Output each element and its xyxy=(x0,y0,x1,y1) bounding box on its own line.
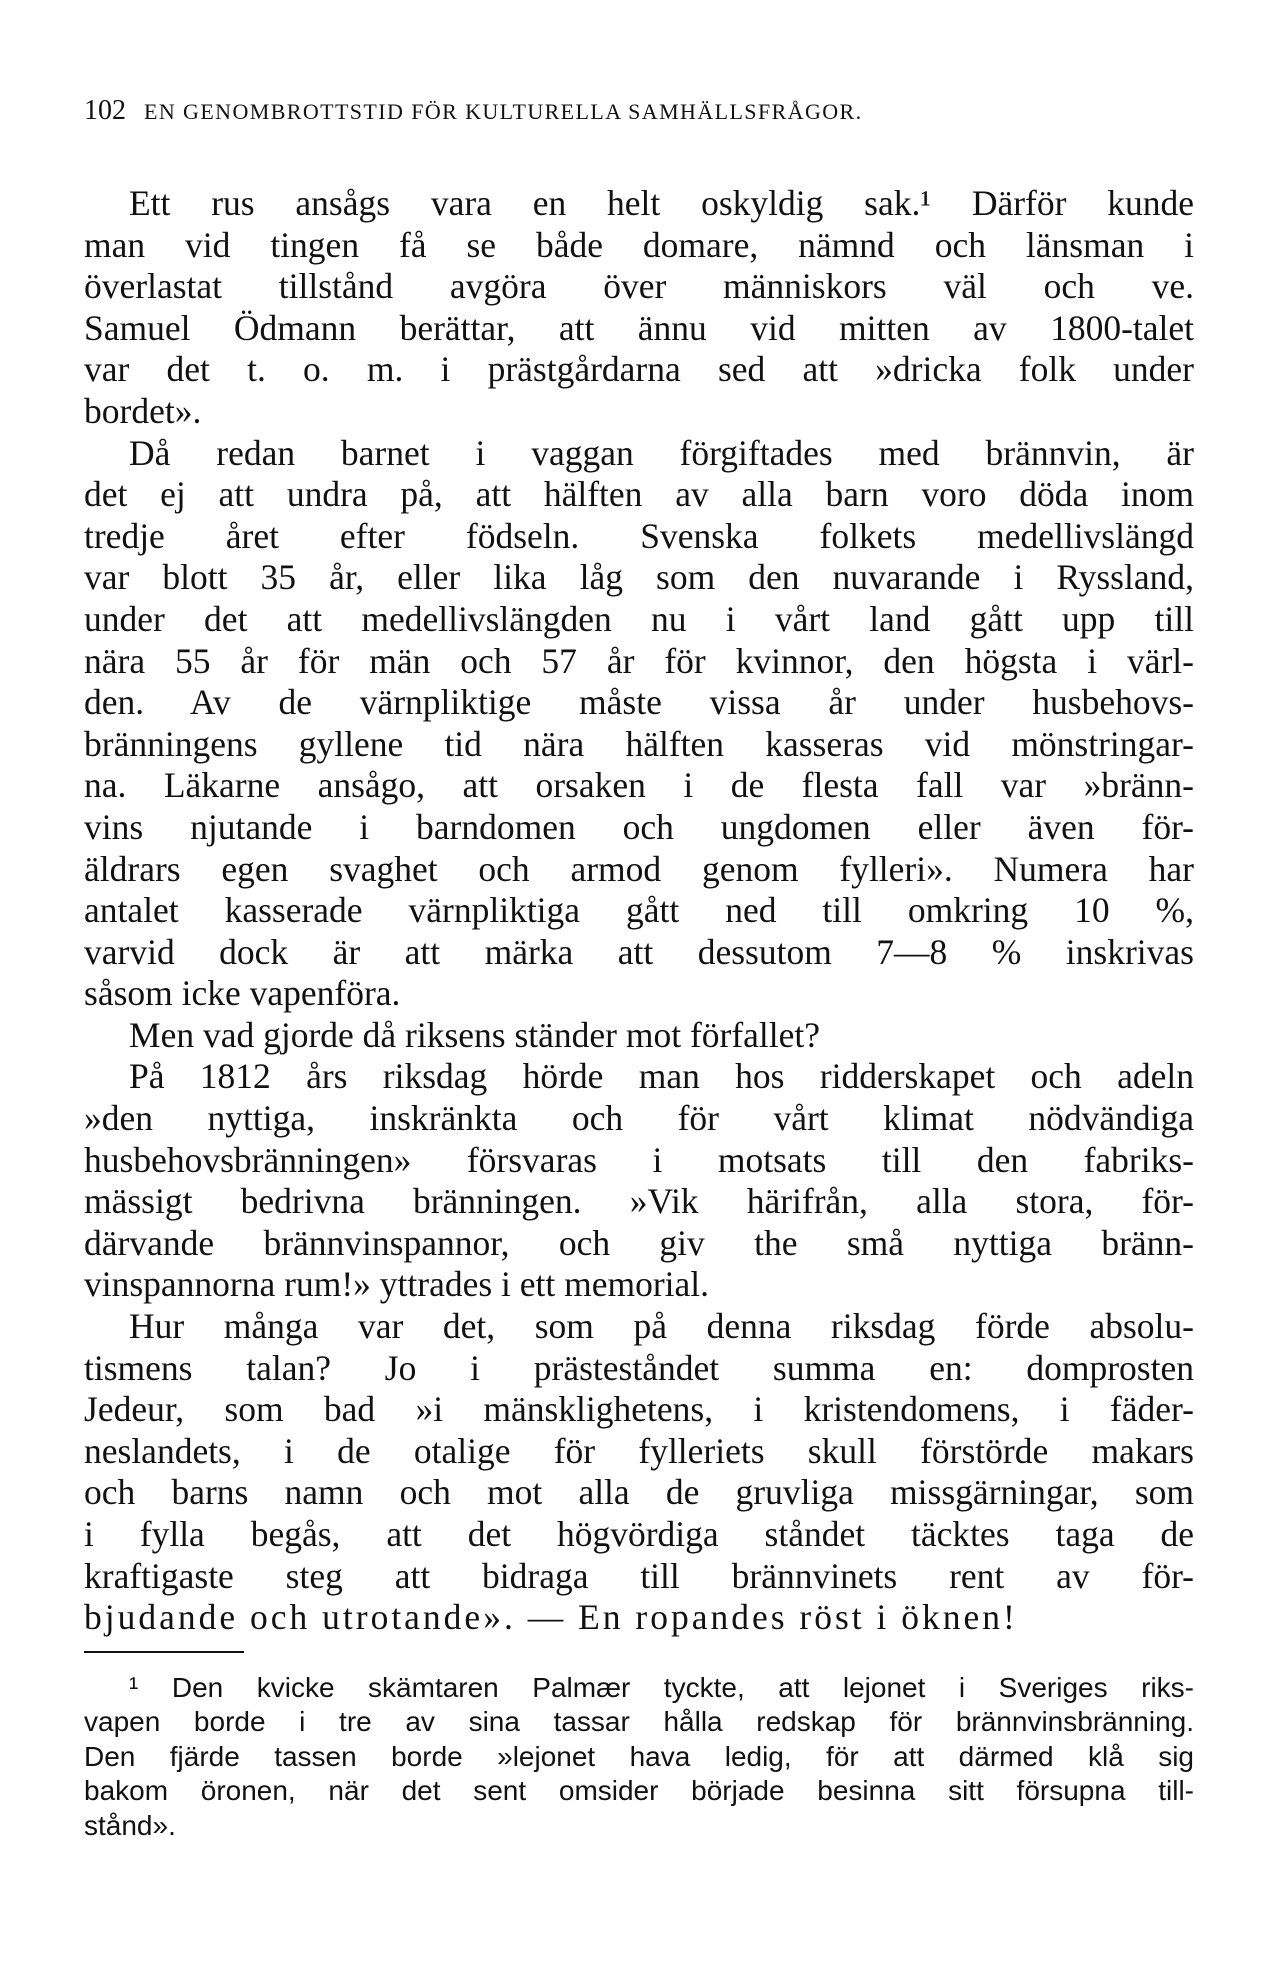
text-line: bordet». xyxy=(84,390,202,431)
page-number: 102 xyxy=(84,95,126,126)
text-line: överlastat tillstånd avgöra över människors väl och ve. xyxy=(84,266,1194,307)
text-line: vins njutande i barndomen och ungdomen eller även för- xyxy=(84,806,1194,847)
paragraph-5 xyxy=(84,1306,1194,1639)
text-line: husbehovsbränningen» försvaras i motsats till den fabriks- xyxy=(84,1139,1194,1180)
text-line: och barns namn och mot alla de gruvliga missgärningar, som xyxy=(84,1472,1194,1513)
text-line: varvid dock är att märka att dessutom 7—8 % inskrivas xyxy=(84,931,1194,972)
footnote-line: bakom öronen, när det sent omsider började besinna sitt försupna till- xyxy=(84,1775,1194,1807)
footnote-line: ¹ Den kvicke skämtaren Palmær tyckte, att lejonet i Sveriges riks- xyxy=(129,1671,1194,1703)
text-line: därvande brännvinspannor, och giv the små nyttiga bränn- xyxy=(84,1222,1194,1263)
text-line: vinspannorna rum!» yttrades i ett memorial. xyxy=(84,1264,710,1305)
running-header xyxy=(84,96,1194,127)
text-line: var det t. o. m. i prästgårdarna sed att »dricka folk under xyxy=(84,349,1194,390)
text-line: På 1812 års riksdag hörde man hos ridderskapet och adeln xyxy=(129,1056,1194,1097)
footnote-divider xyxy=(84,1651,244,1653)
paragraph-3 xyxy=(84,1015,1194,1057)
text-line: Samuel Ödmann berättar, att ännu vid mitten av 1800-talet xyxy=(84,307,1194,348)
text-line: var blott 35 år, eller lika låg som den nuvarande i Ryssland, xyxy=(84,557,1194,598)
text-line: neslandets, i de otalige för fylleriets skull förstörde makars xyxy=(84,1430,1194,1471)
text-line: såsom icke vapenföra. xyxy=(84,973,401,1014)
footnote-line: vapen borde i tre av sina tassar hålla redskap för brännvinsbränning. xyxy=(84,1706,1194,1738)
paragraph-4 xyxy=(84,1056,1194,1306)
text-line: »den nyttiga, inskränkta och för vårt klimat nödvändiga xyxy=(84,1098,1194,1139)
text-line: Men vad gjorde då riksens ständer mot förfallet? xyxy=(129,1014,821,1055)
footnote-line: stånd». xyxy=(84,1809,176,1841)
text-line: under det att medellivslängden nu i vårt land gått upp till xyxy=(84,598,1194,639)
text-line: nära 55 år för män och 57 år för kvinnor, den högsta i värl- xyxy=(84,640,1194,681)
text-line: mässigt bedrivna bränningen. »Vik härifrån, alla stora, för- xyxy=(84,1181,1194,1222)
running-title: EN GENOMBROTTSTID FÖR KULTURELLA SAMHÄLLSFRÅGOR. xyxy=(144,99,863,124)
text-line: Då redan barnet i vaggan förgiftades med brännvin, är xyxy=(129,432,1194,473)
text-line: äldrars egen svaghet och armod genom fylleri». Numera har xyxy=(84,848,1194,889)
footnote xyxy=(84,1671,1194,1844)
paragraph-2 xyxy=(84,433,1194,1015)
text-line: den. Av de värnpliktige måste vissa år under husbehovs- xyxy=(84,682,1194,723)
text-line: bränningens gyllene tid nära hälften kasseras vid mönstringar- xyxy=(84,723,1194,764)
text-line: bjudande och utrotande». — En ropandes röst i öknen! xyxy=(84,1597,1018,1638)
text-line: man vid tingen få se både domare, nämnd och länsman i xyxy=(84,224,1194,265)
text-line: tredje året efter födseln. Svenska folkets medellivslängd xyxy=(84,515,1194,556)
text-line: na. Läkarne ansågo, att orsaken i de flesta fall var »bränn- xyxy=(84,765,1194,806)
text-line: i fylla begås, att det högvördiga ståndet täcktes taga de xyxy=(84,1514,1194,1554)
text-line: det ej att undra på, att hälften av alla barn voro döda inom xyxy=(84,474,1194,515)
text-line: Ett rus ansågs vara en helt oskyldig sak.¹ Därför kunde xyxy=(129,183,1194,223)
body-text xyxy=(84,183,1194,1639)
text-line: Jedeur, som bad »i mänsklighetens, i kristendomens, i fäder- xyxy=(84,1389,1194,1430)
footnote-line: Den fjärde tassen borde »lejonet hava ledig, för att därmed klå sig xyxy=(84,1740,1194,1772)
text-line: tismens talan? Jo i prästeståndet summa en: domprosten xyxy=(84,1347,1194,1388)
paragraph-1 xyxy=(84,183,1194,433)
text-line: kraftigaste steg att bidraga till brännvinets rent av för- xyxy=(84,1555,1194,1596)
text-line: antalet kasserade värnpliktiga gått ned till omkring 10 %, xyxy=(84,890,1194,931)
book-page xyxy=(84,96,1194,1843)
text-line: Hur många var det, som på denna riksdag förde absolu- xyxy=(129,1306,1194,1347)
